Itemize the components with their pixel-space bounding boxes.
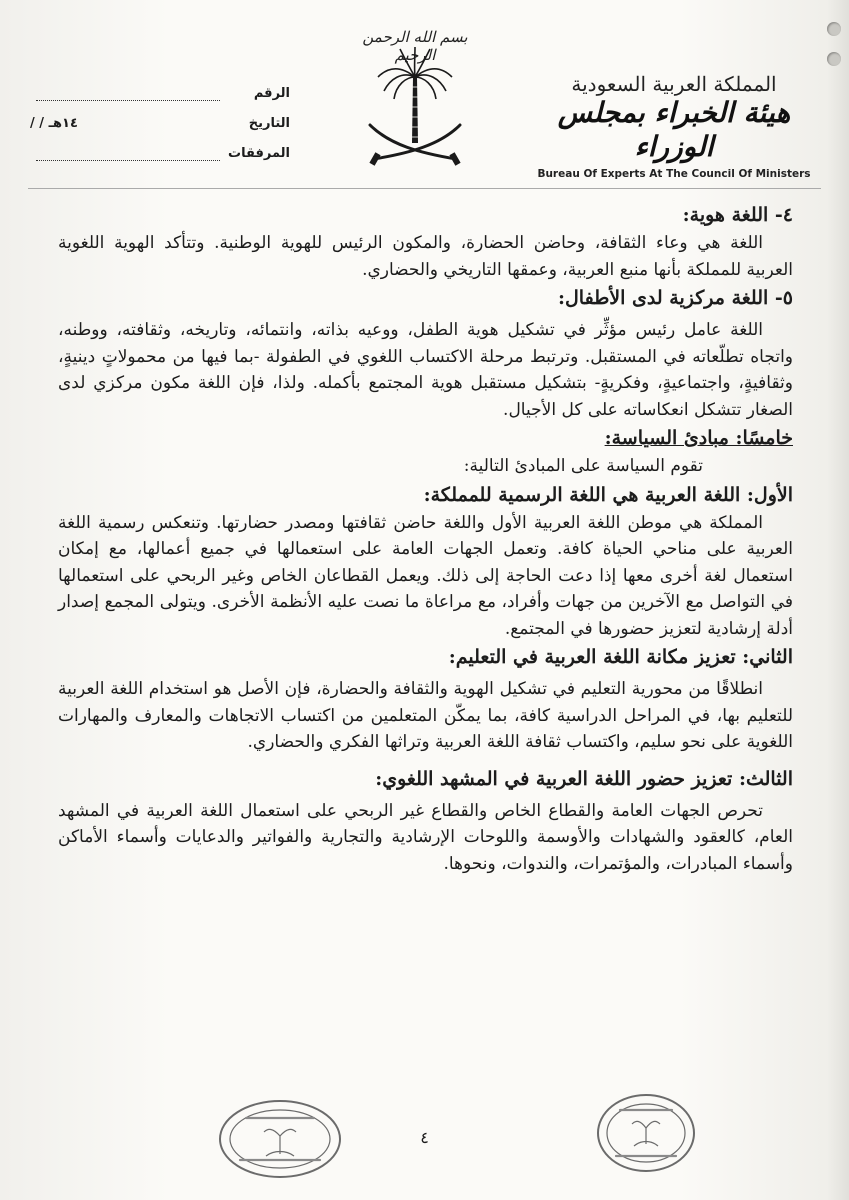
principle-heading: الثاني: تعزيز مكانة اللغة العربية في التعليم: — [448, 646, 793, 668]
reference-line — [36, 86, 220, 101]
bureau-name-arabic: هيئة الخبراء بمجلس الوزراء — [557, 96, 791, 163]
bureau-name-english: Bureau Of Experts At The Council Of Ministers — [537, 168, 811, 180]
chapter-intro: تقوم السياسة على المبادئ التالية: — [463, 456, 703, 476]
binder-hole — [827, 52, 841, 66]
binder-hole — [827, 22, 841, 36]
attachments-row — [30, 138, 290, 168]
section-heading: ٤- اللغة هوية: — [682, 204, 793, 226]
reference-label: الرقم — [253, 85, 290, 101]
kingdom-name: المملكة العربية السعودية — [571, 72, 777, 96]
section-heading: ٥- اللغة مركزية لدى الأطفال: — [557, 287, 793, 309]
chapter-heading: خامسًا: مبادئ السياسة: — [604, 427, 793, 449]
page-number: ٤ — [420, 1128, 429, 1147]
principle-paragraph: المملكة هي موطن اللغة العربية الأول واللغة حاضن ثقافتها ومصدر حضارتها. وتنعكس رسمية اللغة العربية على مناحي الحياة كافة. وتعمل الجهات العامة على استعمالها في جميع أعمالها، مع إمكان استعمال لغة أخرى معها إذا دعت الحاجة إلى ذلك. ويعمل القطاعان الخاص وغير الربحي على استعمالها في التواصل مع الآخرين من جهات وأفراد، مع مراعاة ما نصت عليه الأنظمة الأخرى. ويتولى المجمع إصدار أدلة إرشادية لتعزيز حضورها في المجتمع. — [58, 512, 793, 639]
palm-swords-emblem-icon — [360, 25, 470, 175]
attachments-label: المرفقات — [228, 145, 290, 161]
header-divider — [28, 188, 821, 189]
page-edge-shadow — [827, 0, 849, 1200]
date-value: / / ١٤هـ — [30, 115, 78, 131]
section-paragraph: اللغة هي وعاء الثقافة، وحاضن الحضارة، والمكون الرئيس للهوية الوطنية. وتتأكد الهوية اللغوية العربية للمملكة بأنها منبع العربية، وعمقها التاريخي والحضاري. — [58, 233, 793, 280]
date-label: التاريخ — [248, 115, 290, 131]
principle-heading: الثالث: تعزيز حضور اللغة العربية في المشهد اللغوي: — [375, 767, 793, 790]
attachments-line — [36, 146, 220, 161]
document-body — [58, 200, 793, 877]
institution-letterhead — [529, 72, 819, 180]
letter-reference-block — [30, 78, 290, 168]
date-row — [30, 108, 290, 138]
principle-paragraph: تحرص الجهات العامة والقطاع الخاص والقطاع غير الربحي على استعمال اللغة العربية في المشهد العام، كالعقود والشهادات والأوسمة واللوحات الإرشادية والتجارية والفواتير والدعايات وأسماء الأماكن وأسماء المبادرات، والمؤتمرات، والندوات، ونحوها. — [58, 800, 793, 874]
basmala: بسم الله الرحمن الرحيم — [362, 28, 468, 64]
reference-row — [30, 78, 290, 108]
principle-heading: الأول: اللغة العربية هي اللغة الرسمية للمملكة: — [423, 483, 793, 506]
principle-paragraph: انطلاقًا من محورية التعليم في تشكيل الهوية والثقافة والحضارة، فإن الأصل هو استخدام اللغة العربية للتعليم بها، في المراحل الدراسية كافة، بما يمكّن المتعلمين من اكتساب الاتجاهات والمعارف والمهارات اللغوية على نحو سليم، واكتساب ثقافة اللغة العربية وتراثها الفكري والحضاري. — [58, 679, 793, 752]
section-paragraph: اللغة عامل رئيس مؤثِّر في تشكيل هوية الطفل، ووعيه بذاته، وانتمائه، وتاريخه، وثقافته، ووطنه، واتجاه تطلّعاته في المستقبل. وترتبط مرحلة الاكتساب اللغوي في الطفولة -بما فيها من محمولاتٍ دينيةٍ، وثقافيةٍ، واجتماعيةٍ، وفكريةٍ- بتشكيل مستقبل هوية المجتمع بأكمله. ولذا، فإن اللغة مكون مركزي لدى الصغار تتشكل انعكاساته على كل الأجيال. — [58, 320, 793, 420]
